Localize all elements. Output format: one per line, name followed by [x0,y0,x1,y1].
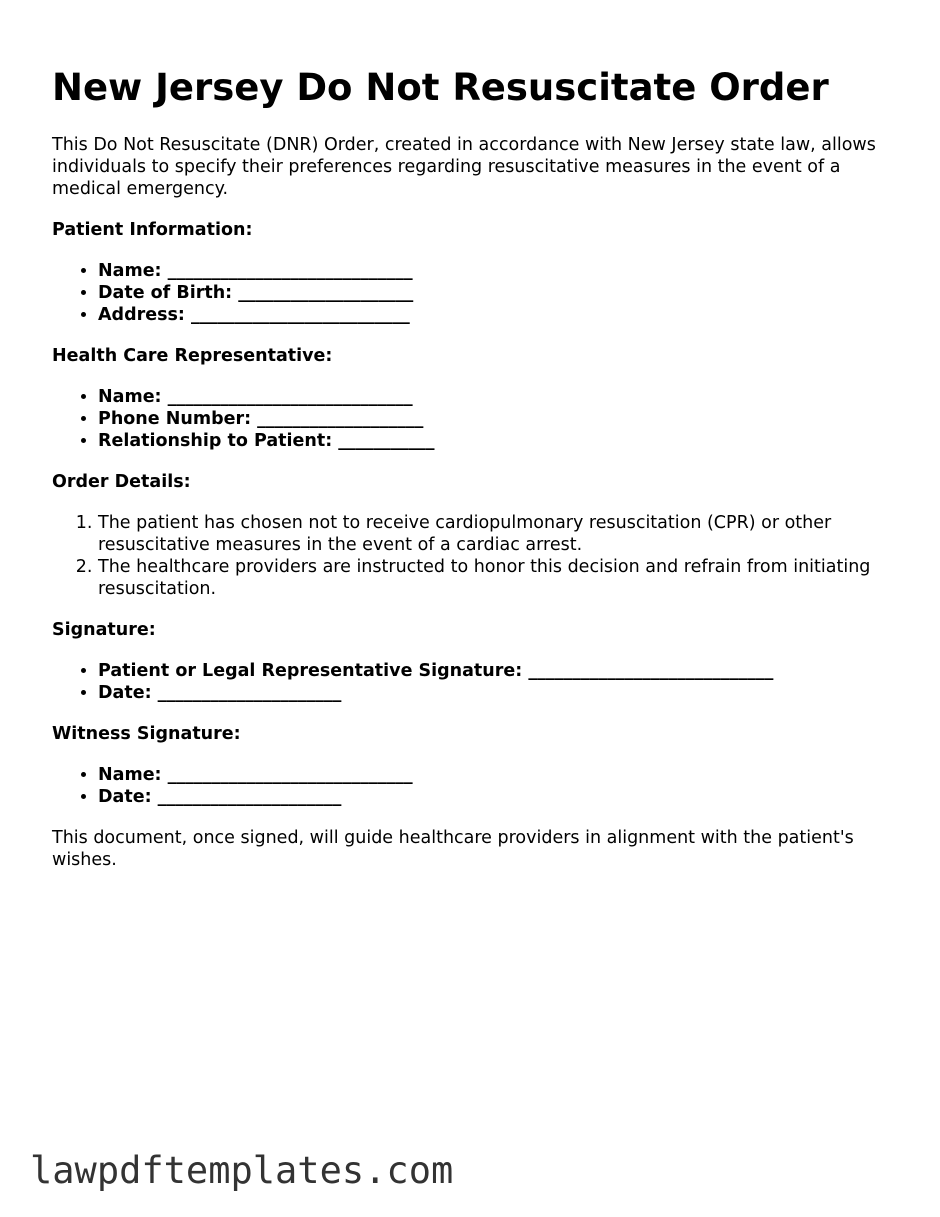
health-care-rep-list [52,386,902,452]
signature-heading: Signature: [52,620,156,640]
order-details-list [52,512,902,600]
order-details-heading: Order Details: [52,472,191,492]
rep-name-field[interactable]: • Name: ____________________________ [98,386,902,408]
witness-date-field[interactable]: • Date: _____________________ [98,786,902,808]
order-detail-item: 2. The healthcare providers are instructed to honor this decision and refrain from initiating resuscitation. [98,556,902,600]
witness-list [52,764,902,808]
patient-dob-field[interactable]: • Date of Birth: ____________________ [98,282,902,304]
rep-relationship-field[interactable]: • Relationship to Patient: ___________ [98,430,902,452]
patient-address-field[interactable]: • Address: _________________________ [98,304,902,326]
document-title: New Jersey Do Not Resuscitate Order [52,66,829,109]
patient-info-heading: Patient Information: [52,220,253,240]
witness-name-field[interactable]: • Name: ____________________________ [98,764,902,786]
signature-list [52,660,902,704]
health-care-rep-heading: Health Care Representative: [52,346,333,366]
patient-info-list [52,260,902,326]
rep-phone-field[interactable]: • Phone Number: ___________________ [98,408,902,430]
watermark-text: lawpdftemplates.com [30,1149,454,1192]
witness-heading: Witness Signature: [52,724,241,744]
closing-paragraph: This document, once signed, will guide healthcare providers in alignment with the patient's wishes. [52,828,854,870]
signature-date-field[interactable]: • Date: _____________________ [98,682,902,704]
intro-paragraph: This Do Not Resuscitate (DNR) Order, created in accordance with New Jersey state law, allows individuals to specify their preferences regarding resuscitative measures in the event of a medical emergency. [52,135,876,199]
document-page [52,62,902,871]
order-detail-item: 1. The patient has chosen not to receive cardiopulmonary resuscitation (CPR) or other resuscitative measures in the event of a cardiac arrest. [98,512,902,556]
patient-name-field[interactable]: • Name: ____________________________ [98,260,902,282]
patient-signature-field[interactable]: • Patient or Legal Representative Signature: ____________________________ [98,660,902,682]
